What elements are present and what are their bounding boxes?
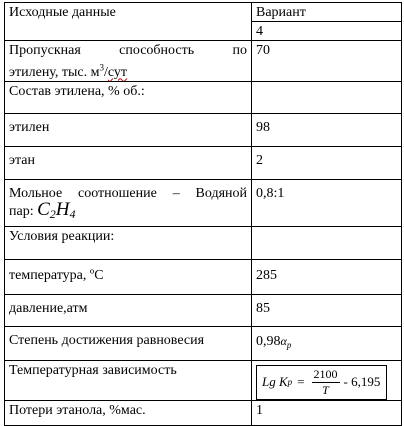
table-row-temp-dependence (5, 360, 402, 400)
capacity-label-line2: этилену, тыс. $м^3$/сут (9, 62, 128, 80)
table-row-pressure (5, 294, 402, 326)
formula-fraction: $\frac{2100}{T}$ (313, 366, 338, 397)
table-header-row (5, 3, 402, 22)
temperature-value: 285 (256, 267, 277, 283)
conditions-label: Условия реакции: (9, 228, 115, 244)
equilibrium-label: Степень достижения равновесия (9, 332, 205, 348)
composition-value-cell (252, 81, 402, 113)
equilibrium-value-cell (252, 326, 402, 360)
equilibrium-constant-formula: Lg K р = $\frac{2100}{T}$ - 6,195 (256, 365, 387, 400)
temperature-label-cell (5, 259, 252, 294)
source-data-table (4, 2, 402, 426)
table-row-losses (5, 400, 402, 425)
losses-label-cell (5, 400, 252, 425)
molar-ratio-label-line1: Мольное соотношение – Водяной (9, 185, 248, 201)
composition-label: Состав этилена, % об.: (9, 83, 145, 99)
capacity-value: 70 (256, 43, 270, 58)
ethylene-formula: C2H4 (37, 198, 76, 221)
table-row-equilibrium (5, 326, 402, 360)
variant-number-cell (252, 22, 402, 41)
table-row-ethane (5, 146, 402, 179)
pressure-value: 85 (256, 300, 270, 316)
ethylene-value-cell (252, 113, 402, 146)
capacity-label-cell (5, 41, 252, 82)
variant-number: 4 (256, 24, 263, 39)
ethane-label-cell (5, 146, 252, 179)
pressure-value-cell (252, 294, 402, 326)
header-variant-label: Вариант (256, 5, 306, 20)
temp-dependence-value-cell (252, 360, 402, 400)
capacity-value-cell (252, 41, 402, 82)
table-row-capacity (5, 41, 402, 82)
table-row-conditions (5, 226, 402, 259)
capacity-label-line1: Пропускная способность по (9, 43, 247, 58)
header-source-data-label: Исходные данные (9, 5, 116, 20)
equilibrium-value: 0,98 (256, 333, 281, 349)
table-row-composition (5, 81, 402, 113)
ethylene-value: 98 (256, 119, 270, 135)
losses-label: Потери этанола, %мас. (9, 402, 146, 418)
header-variant (252, 3, 402, 22)
spellcheck-underlined-word: сут (107, 64, 128, 80)
header-source-data (5, 3, 252, 41)
pressure-label-cell (5, 294, 252, 326)
ethane-value-cell (252, 146, 402, 179)
temp-dependence-label-cell (5, 360, 252, 400)
temperature-label: температура, ºС (9, 267, 104, 283)
molar-ratio-value-cell (252, 179, 402, 226)
molar-ratio-label-cell (5, 179, 252, 226)
ethane-value: 2 (256, 152, 263, 168)
ethylene-label-cell (5, 113, 252, 146)
losses-value-cell (252, 400, 402, 425)
ethylene-label: этилен (9, 119, 50, 135)
temperature-value-cell (252, 259, 402, 294)
losses-value: 1 (256, 402, 263, 418)
composition-label-cell (5, 81, 252, 113)
temp-dependence-label: Температурная зависимость (9, 362, 177, 378)
pressure-label: давление,атм (9, 300, 88, 316)
conditions-label-cell (5, 226, 252, 259)
equilibrium-label-cell (5, 326, 252, 360)
alpha-symbol: $\alpha_р$ (280, 333, 292, 350)
table-row-ethylene (5, 113, 402, 146)
molar-ratio-value: 0,8:1 (256, 185, 285, 201)
table-row-molar-ratio (5, 179, 402, 226)
conditions-value-cell (252, 226, 402, 259)
table-row-temperature (5, 259, 402, 294)
molar-ratio-label-line2: пар: C2H4 (9, 198, 76, 221)
ethane-label: этан (9, 152, 36, 168)
